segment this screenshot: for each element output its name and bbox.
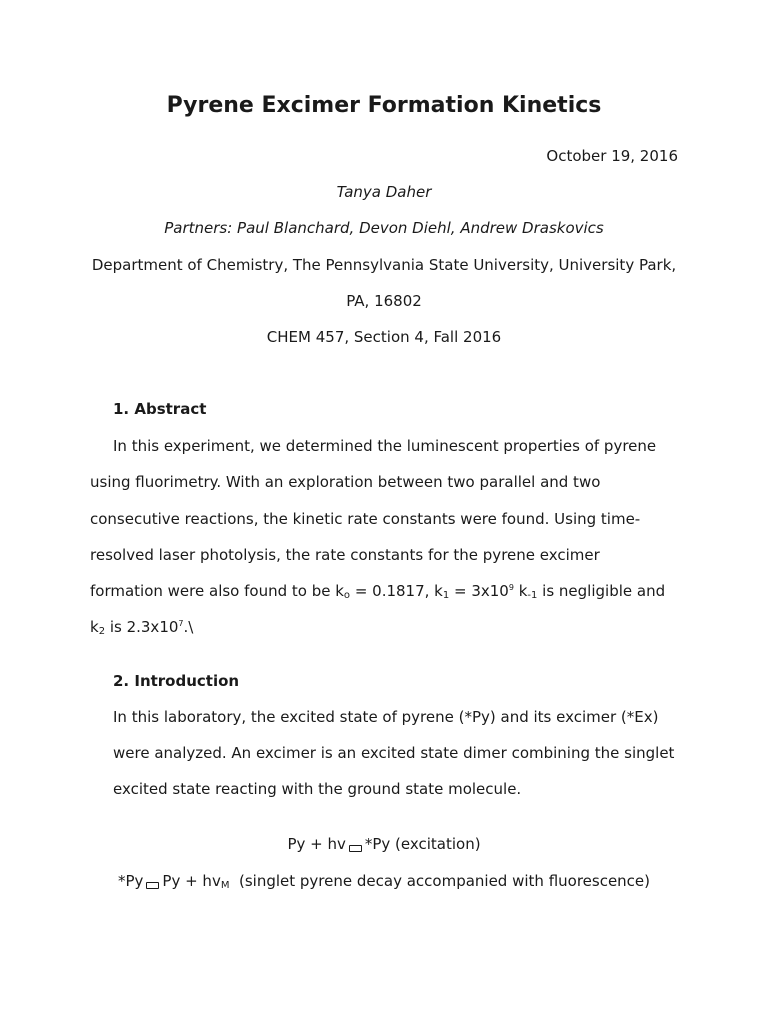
- author-name: Tanya Daher: [336, 183, 432, 201]
- reaction-arrow-icon: [349, 845, 362, 852]
- text-run: = 0.1817, k: [350, 582, 443, 600]
- lab-partners: Partners: Paul Blanchard, Devon Diehl, Andrew Draskovics: [164, 219, 604, 237]
- affiliation-line-2: PA, 16802: [346, 292, 422, 310]
- equation-rhs: Py + hv: [162, 872, 221, 890]
- introduction-line: In this laboratory, the excited state of pyrene (*Py) and its excimer (*Ex): [113, 708, 659, 726]
- text-run: is negligible and: [537, 582, 666, 600]
- text-run: formation were also found to be k: [90, 582, 344, 600]
- equation-excitation: [0, 834, 768, 854]
- subscript-m: M: [220, 880, 230, 891]
- text-run: k: [513, 582, 528, 600]
- text-run: k: [90, 618, 99, 636]
- abstract-line: using fluorimetry. With an exploration between two parallel and two: [90, 473, 601, 491]
- subscript-1: 1: [442, 590, 450, 601]
- subscript-minus-1: -1: [527, 590, 538, 601]
- abstract-line: In this experiment, we determined the luminescent properties of pyrene: [113, 437, 657, 455]
- affiliation-line-1: Department of Chemistry, The Pennsylvania State University, University Park,: [91, 256, 677, 274]
- introduction-heading: 2. Introduction: [113, 672, 240, 690]
- abstract-line: resolved laser photolysis, the rate constants for the pyrene excimer: [90, 546, 600, 564]
- equation-fluorescence: [0, 871, 768, 891]
- text-run: .\: [183, 618, 194, 636]
- subscript-o: o: [343, 590, 351, 601]
- subscript-2: 2: [98, 626, 106, 637]
- course-info: CHEM 457, Section 4, Fall 2016: [266, 328, 502, 346]
- introduction-line: were analyzed. An excimer is an excited state dimer combining the singlet: [113, 744, 675, 762]
- introduction-line: excited state reacting with the ground state molecule.: [113, 780, 522, 798]
- report-date: October 19, 2016: [546, 147, 678, 165]
- reaction-arrow-icon: [146, 882, 159, 889]
- equation-lhs: *Py: [117, 872, 144, 890]
- superscript-9: 9: [508, 583, 514, 592]
- text-run: is 2.3x10: [105, 618, 179, 636]
- abstract-line: consecutive reactions, the kinetic rate constants were found. Using time-: [90, 510, 641, 528]
- abstract-k2-line: [90, 617, 193, 637]
- equation-rhs: *Py (excitation): [364, 835, 481, 853]
- abstract-heading: 1. Abstract: [113, 400, 207, 418]
- document-title: Pyrene Excimer Formation Kinetics: [166, 93, 602, 118]
- superscript-7: 7: [178, 619, 184, 628]
- text-run: = 3x10: [449, 582, 509, 600]
- equation-note: (singlet pyrene decay accompanied with fluorescence): [229, 872, 651, 890]
- equation-lhs: Py + hv: [287, 835, 346, 853]
- abstract-rate-constants-line: [90, 581, 665, 601]
